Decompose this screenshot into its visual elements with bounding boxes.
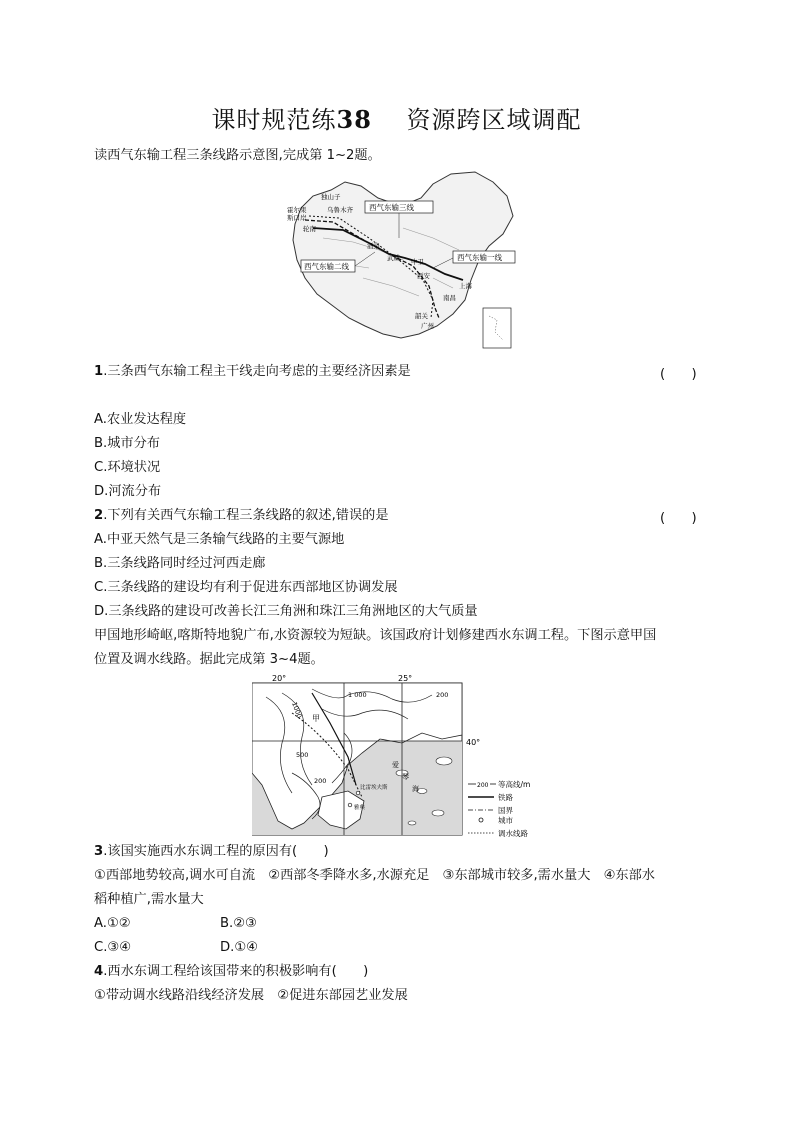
q1-option-c[interactable]: C.环境状况 (94, 460, 161, 475)
place-nanchang: 南昌 (443, 294, 456, 302)
label-c1000a: 1000 (290, 700, 304, 720)
place-lunnan: 轮南 (303, 225, 316, 233)
q4-stem-text: .西水东调工程给该国带来的积极影响有( ) (103, 964, 369, 979)
q2-number: 2 (94, 508, 104, 523)
place-shaoguan: 韶关 (415, 312, 428, 320)
legend-contour: 等高线/m (498, 780, 531, 789)
q2-option-d[interactable]: D.三条线路的建设可改善长江三角洲和珠江三角洲地区的大气质量 (94, 604, 478, 619)
group2-intro-line2: 位置及调水线路。据此完成第 3~4题。 (94, 652, 324, 667)
page-title (0, 100, 793, 135)
label-city2: 雅典 (354, 805, 366, 811)
place-xinkouan: 斯口岸 (287, 214, 307, 222)
title-prefix: 课时规范练 (211, 106, 337, 134)
q3-reasons-line1: ①西部地势较高,调水可自流 ②西部冬季降水多,水源充足 ③东部城市较多,需水量大 ④东部水 (94, 868, 655, 883)
label-line2: 西气东输二线 (304, 262, 349, 271)
greece-contour-map (252, 673, 544, 838)
place-xian: 西安 (417, 272, 430, 280)
q1-stem-text: .三条西气东输工程主干线走向考虑的主要经济因素是 (103, 364, 411, 379)
label-city1: 比雷埃夫斯 (360, 785, 388, 791)
q1-paren: ( ) (660, 367, 697, 382)
legend-border: 国界 (498, 806, 513, 815)
group1-intro: 读西气东输工程三条线路示意图,完成第 1~2题。 (94, 148, 381, 163)
place-urumqi: 乌鲁木齐 (327, 206, 353, 214)
south-china-sea-inset (483, 308, 511, 348)
q2-option-a[interactable]: A.中亚天然气是三条输气线路的主要气源地 (94, 532, 345, 547)
q1-option-a[interactable]: A.农业发达程度 (94, 412, 187, 427)
place-guangzhou: 广州 (421, 322, 434, 330)
label-lat40: 40° (466, 738, 481, 747)
q4-reasons-line1: ①带动调水线路沿线经济发展 ②促进东部园艺业发展 (94, 988, 408, 1003)
q2-paren: ( ) (660, 511, 697, 526)
q2-stem (94, 507, 389, 525)
place-jiuquan: 酒泉 (367, 242, 380, 250)
q2-stem-text: .下列有关西气东输工程三条线路的叙述,错误的是 (103, 508, 389, 523)
map-legend (468, 779, 530, 838)
group2-intro-line1: 甲国地形崎岖,喀斯特地貌广布,水资源较为短缺。该国政府计划修建西水东调工程。下图示意甲国 (94, 628, 657, 643)
q3-option-d[interactable]: D.①④ (220, 940, 258, 955)
china-pipeline-map (283, 168, 521, 353)
place-huoerguo: 霍尔果 (287, 206, 307, 214)
q2-option-b[interactable]: B.三条线路同时经过河西走廊 (94, 556, 266, 571)
q3-stem (94, 843, 329, 861)
q4-stem (94, 963, 368, 981)
label-aiqin2: 琴 (402, 773, 409, 781)
q4-number: 4 (94, 964, 104, 979)
q1-option-d[interactable]: D.河流分布 (94, 484, 162, 499)
label-lon25: 25° (398, 674, 413, 683)
label-line1: 西气东输一线 (457, 253, 502, 262)
label-lon20: 20° (272, 674, 287, 683)
label-line3: 西气东输三线 (369, 203, 414, 212)
q1-stem (94, 363, 411, 381)
place-dushanzi: 独山子 (321, 193, 341, 201)
place-shanghai: 上海 (459, 282, 472, 290)
city-marker-1 (356, 791, 360, 795)
q1-number: 1 (94, 364, 104, 379)
q3-number: 3 (94, 844, 104, 859)
q3-option-b[interactable]: B.②③ (220, 916, 257, 931)
q3-reasons-line2: 稻种植广,需水量大 (94, 892, 204, 907)
q2-option-c[interactable]: C.三条线路的建设均有利于促进东西部地区协调发展 (94, 580, 398, 595)
title-number: 38 (336, 105, 372, 134)
place-zhongwei: 中卫 (411, 258, 424, 266)
label-aiqin3: 海 (412, 785, 419, 793)
legend-railway: 铁路 (498, 793, 513, 802)
legend-contour-value: 200 (477, 782, 489, 789)
legend-city: 城市 (498, 816, 513, 825)
label-c200b: 200 (314, 777, 327, 785)
city-marker-2 (348, 803, 352, 807)
title-topic: 资源跨区域调配 (406, 106, 582, 134)
q3-stem-text: .该国实施西水东调工程的原因有( ) (103, 844, 329, 859)
label-c500: 500 (296, 751, 309, 759)
q3-option-a[interactable]: A.①② (94, 916, 131, 931)
q3-option-c[interactable]: C.③④ (94, 940, 132, 955)
legend-diversion: 调水线路 (498, 829, 528, 838)
label-c1000b: 1 000 (348, 691, 367, 699)
label-c200a: 200 (436, 691, 449, 699)
label-aiqin1: 爱 (392, 761, 399, 769)
q1-option-b[interactable]: B.城市分布 (94, 436, 160, 451)
place-wuwei: 武威 (387, 254, 400, 262)
label-jia: 甲 (312, 714, 320, 723)
